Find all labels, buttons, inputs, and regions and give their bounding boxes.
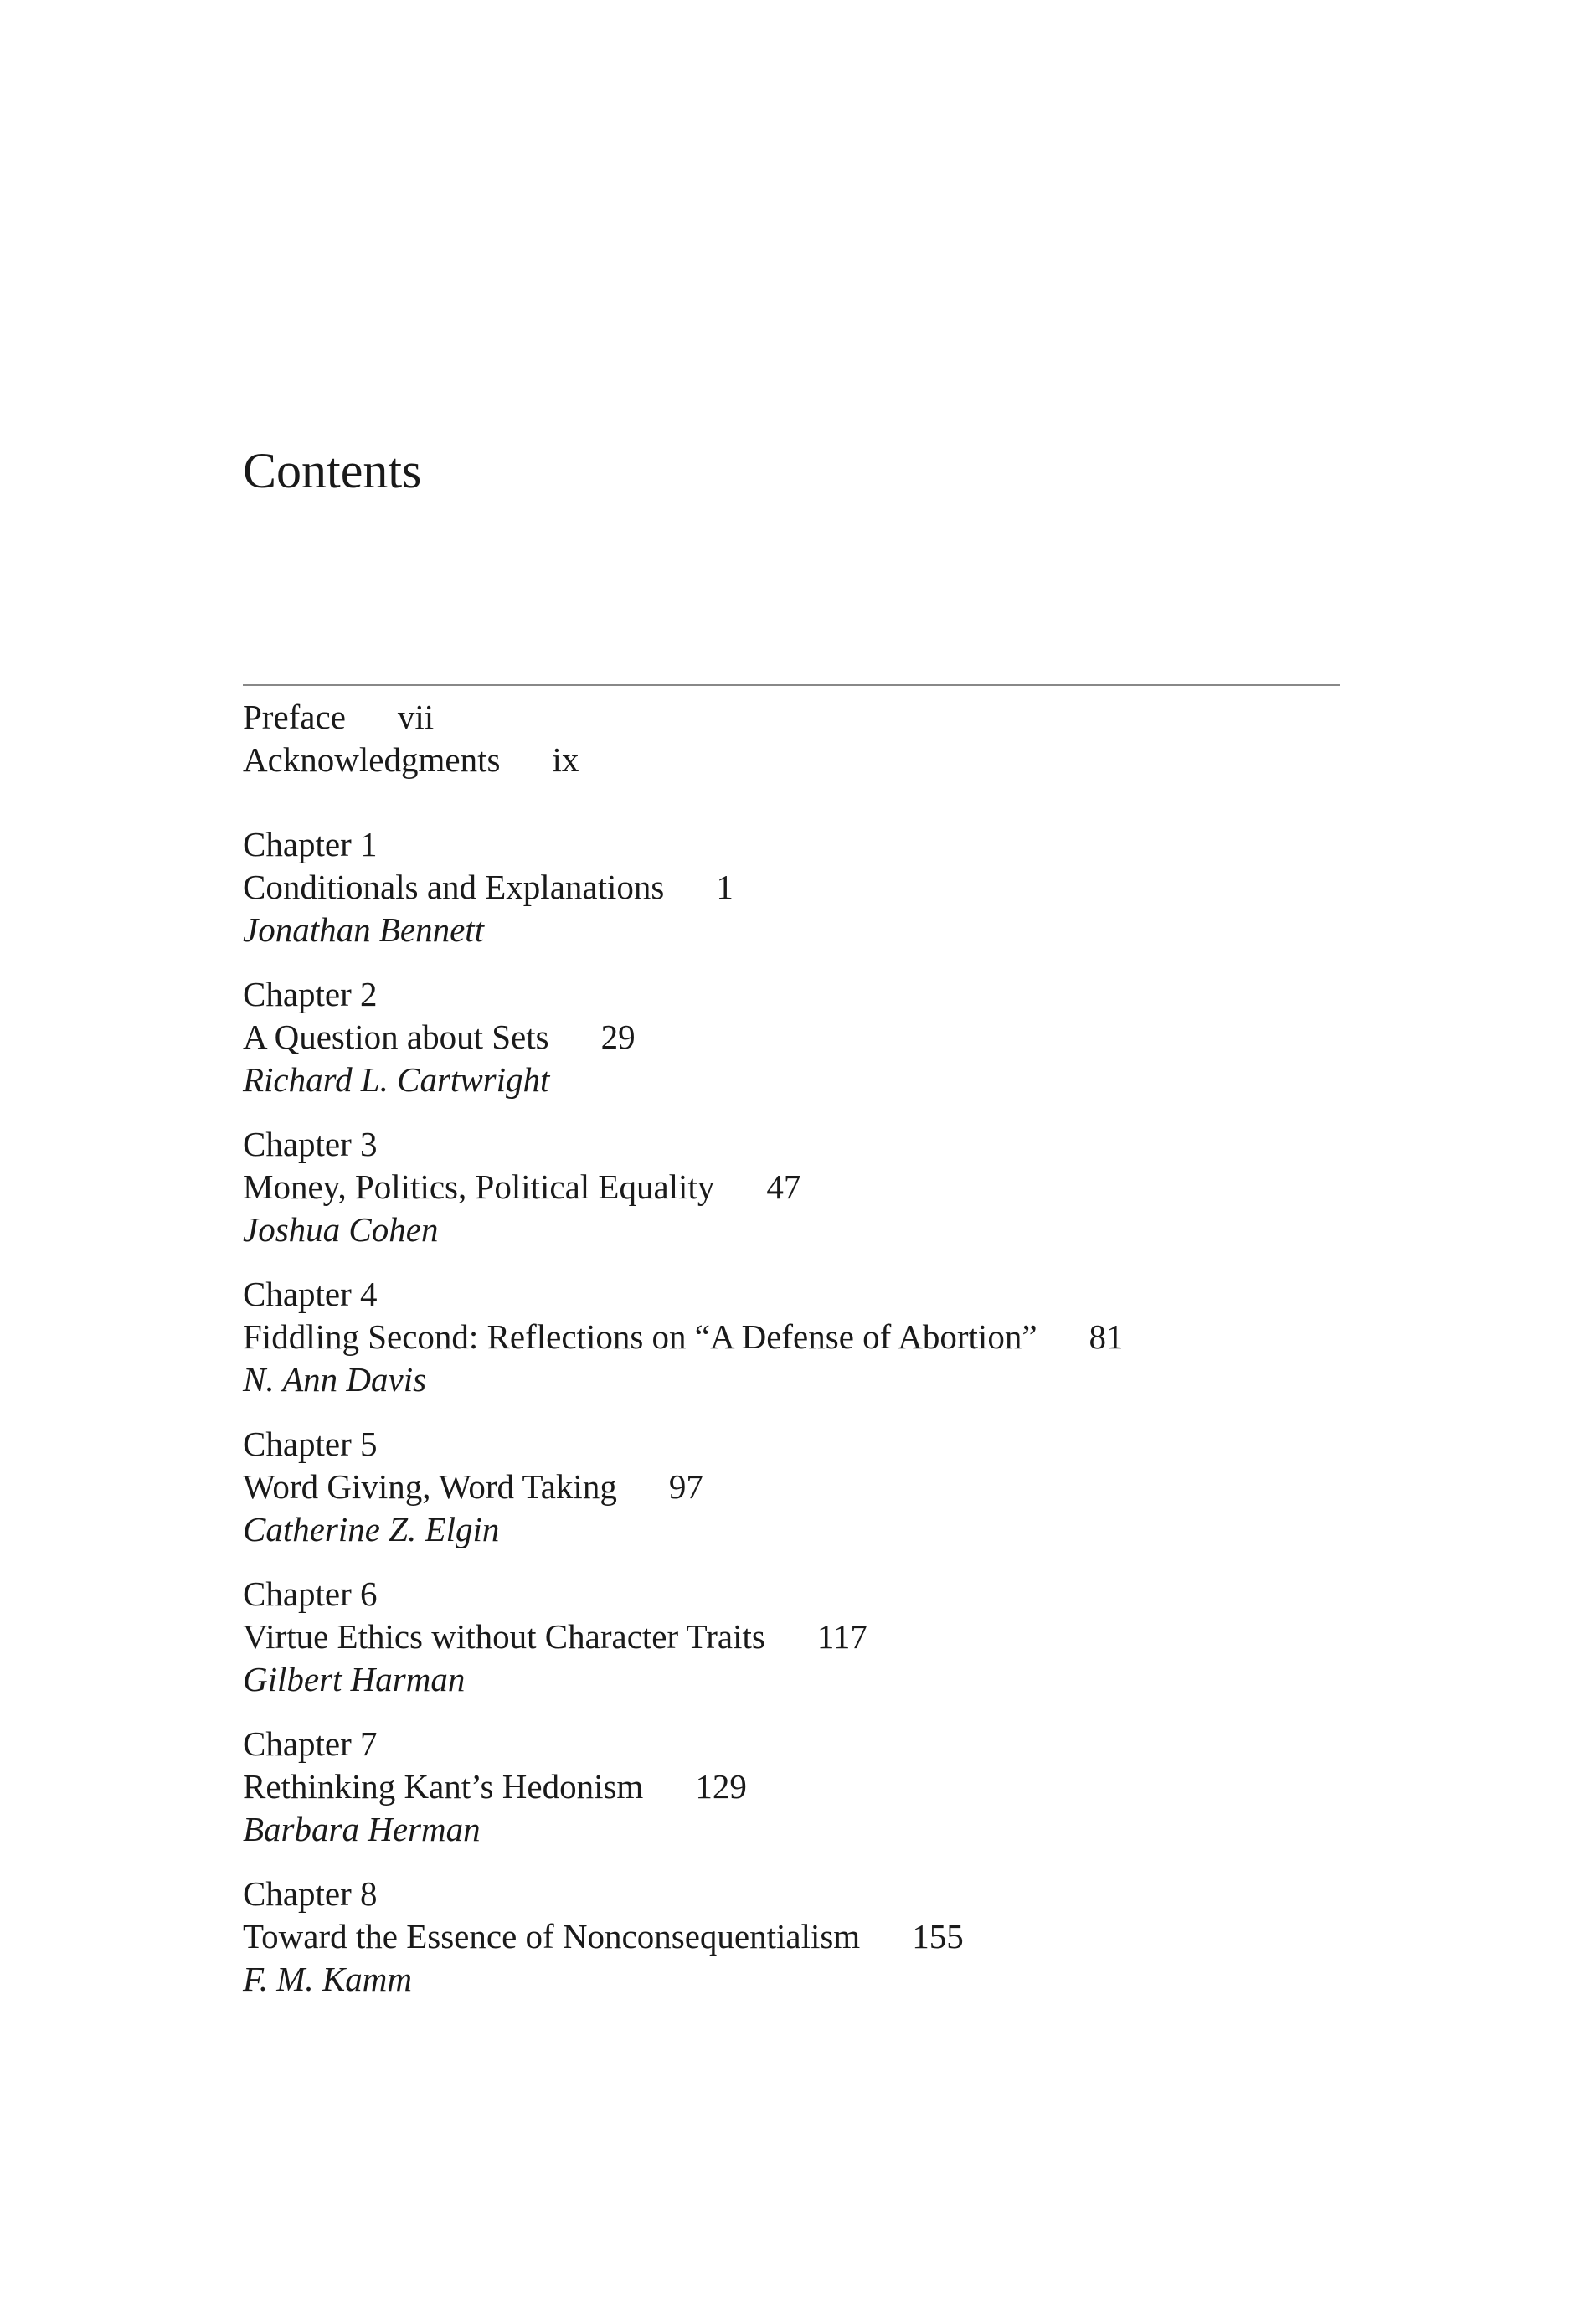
chapter-heading: Chapter 7	[243, 1724, 378, 1763]
chapter-author: Joshua Cohen	[243, 1210, 439, 1249]
page-number: 47	[766, 1167, 801, 1206]
chapter-entry-3	[243, 1123, 1340, 1251]
chapter-title: Word Giving, Word Taking	[243, 1467, 617, 1506]
chapter-author: Catherine Z. Elgin	[243, 1510, 500, 1548]
page-title: Contents	[243, 443, 422, 498]
chapter-author: Barbara Herman	[243, 1810, 481, 1848]
table-of-contents	[243, 696, 1340, 2023]
chapter-author: N. Ann Davis	[243, 1360, 427, 1399]
chapter-title: A Question about Sets	[243, 1018, 549, 1056]
chapter-title-line	[243, 866, 1340, 909]
chapter-title: Toward the Essence of Nonconsequentialism	[243, 1917, 861, 1956]
chapter-entry-2	[243, 973, 1340, 1101]
front-matter-label: Acknowledgments	[243, 740, 501, 779]
chapter-author: Gilbert Harman	[243, 1660, 466, 1698]
front-matter-label: Preface	[243, 698, 346, 736]
page-number: 129	[695, 1767, 747, 1806]
chapter-title: Fiddling Second: Reflections on “A Defense of Abortion”	[243, 1317, 1037, 1356]
page-number: 1	[716, 868, 734, 906]
chapter-heading: Chapter 5	[243, 1425, 378, 1463]
page-number: 155	[912, 1917, 964, 1956]
chapter-title-line	[243, 1316, 1340, 1358]
chapter-title: Conditionals and Explanations	[243, 868, 665, 906]
chapter-title-line	[243, 1915, 1340, 1958]
page-number: 117	[816, 1617, 867, 1656]
chapter-title-line	[243, 1765, 1340, 1808]
chapter-entry-4	[243, 1273, 1340, 1401]
page-number: 81	[1089, 1317, 1124, 1356]
chapter-title-line	[243, 1466, 1340, 1508]
chapter-author: Jonathan Bennett	[243, 910, 485, 949]
chapter-heading: Chapter 3	[243, 1125, 378, 1163]
chapter-heading: Chapter 4	[243, 1275, 378, 1313]
chapter-title: Virtue Ethics without Character Traits	[243, 1617, 765, 1656]
front-matter-item-preface	[243, 696, 1340, 739]
page-number: 29	[600, 1018, 636, 1056]
chapter-title-line	[243, 1166, 1340, 1208]
chapter-title: Rethinking Kant’s Hedonism	[243, 1767, 644, 1806]
title-rule	[243, 684, 1340, 686]
chapter-heading: Chapter 2	[243, 975, 378, 1013]
chapter-author: F. M. Kamm	[243, 1960, 412, 1998]
front-matter-item-acknowledgments	[243, 739, 1340, 781]
chapter-entry-7	[243, 1723, 1340, 1851]
chapter-author: Richard L. Cartwright	[243, 1060, 550, 1099]
chapter-title-line	[243, 1016, 1340, 1059]
chapter-heading: Chapter 6	[243, 1574, 378, 1613]
chapter-title-line	[243, 1615, 1340, 1658]
page-number: vii	[397, 698, 435, 736]
front-matter	[243, 696, 1340, 781]
chapter-heading: Chapter 8	[243, 1874, 378, 1913]
page-number: ix	[552, 740, 579, 779]
chapter-entry-6	[243, 1573, 1340, 1701]
chapter-title: Money, Politics, Political Equality	[243, 1167, 715, 1206]
chapter-heading: Chapter 1	[243, 825, 378, 863]
chapter-entry-1	[243, 823, 1340, 951]
chapter-entry-8	[243, 1873, 1340, 2001]
page-number: 97	[668, 1467, 703, 1506]
chapter-entry-5	[243, 1423, 1340, 1551]
